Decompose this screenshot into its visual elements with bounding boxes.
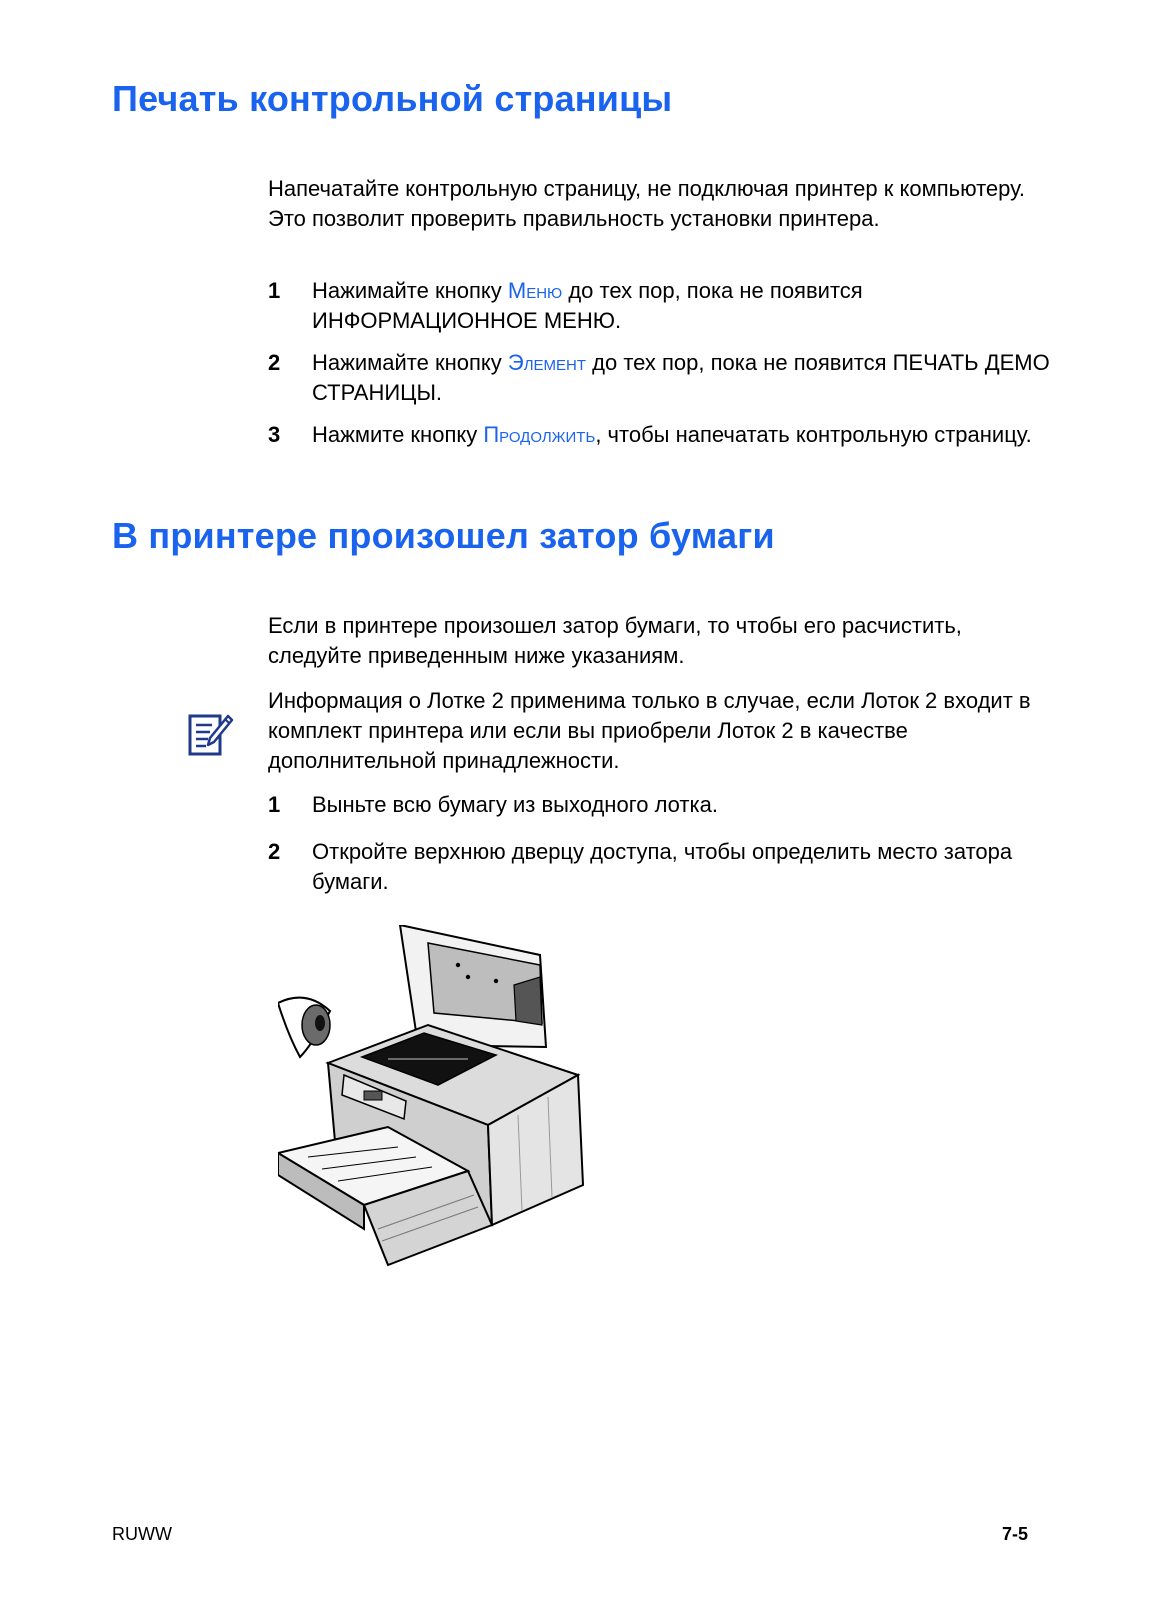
section2-intro: Если в принтере произошел затор бумаги, то чтобы его расчистить, следуйте приведенным ниже указаниям.	[268, 613, 962, 668]
step-text: , чтобы напечатать контрольную страницу.	[595, 422, 1032, 447]
step-text: до тех пор, пока не появится ИНФОРМАЦИОННОЕ МЕНЮ.	[312, 278, 863, 333]
section1-step-1	[268, 276, 1058, 336]
section-title-paper-jam: В принтере произошел затор бумаги	[112, 515, 775, 556]
item-button-keyword: Элемент	[507, 350, 587, 375]
section1-step-2	[268, 348, 1058, 408]
footer-page-number: 7-5	[1001, 1524, 1028, 1544]
step-text: Откройте верхнюю дверцу доступа, чтобы определить место затора бумаги.	[312, 839, 1013, 894]
section1-step-3	[268, 420, 1058, 450]
step-text: до тех пор, пока не появится ПЕЧАТЬ ДЕМО СТРАНИЦЫ.	[312, 350, 1050, 405]
note-text: Информация о Лотке 2 применима только в случае, если Лоток 2 входит в комплект принтера или если вы приобрели Лоток 2 в качестве дополнительной принадлежности.	[268, 688, 1031, 773]
menu-button-keyword: Меню	[507, 278, 563, 303]
footer-left-label: RUWW	[112, 1524, 172, 1544]
step-number: 3	[268, 422, 281, 447]
printer-open-cover-illustration	[278, 925, 608, 1285]
section1-intro: Напечатайте контрольную страницу, не подключая принтер к компьютеру. Это позволит проверить правильность установки принтера.	[268, 176, 1026, 231]
step-text: Нажимайте кнопку	[312, 278, 508, 303]
step-number: 1	[268, 792, 281, 817]
step-number: 2	[268, 350, 281, 375]
step-number: 2	[268, 839, 281, 864]
step-text: Нажимайте кнопку	[312, 350, 508, 375]
section-title-test-page: Печать контрольной страницы	[112, 78, 673, 119]
section2-step-1	[268, 790, 1058, 820]
step-text: Нажмите кнопку	[312, 422, 484, 447]
note-pencil-icon	[188, 712, 234, 758]
step-number: 1	[268, 278, 281, 303]
step-text: Выньте всю бумагу из выходного лотка.	[312, 792, 718, 817]
section2-step-2	[268, 837, 1058, 897]
resume-button-keyword: Продолжить	[483, 422, 596, 447]
